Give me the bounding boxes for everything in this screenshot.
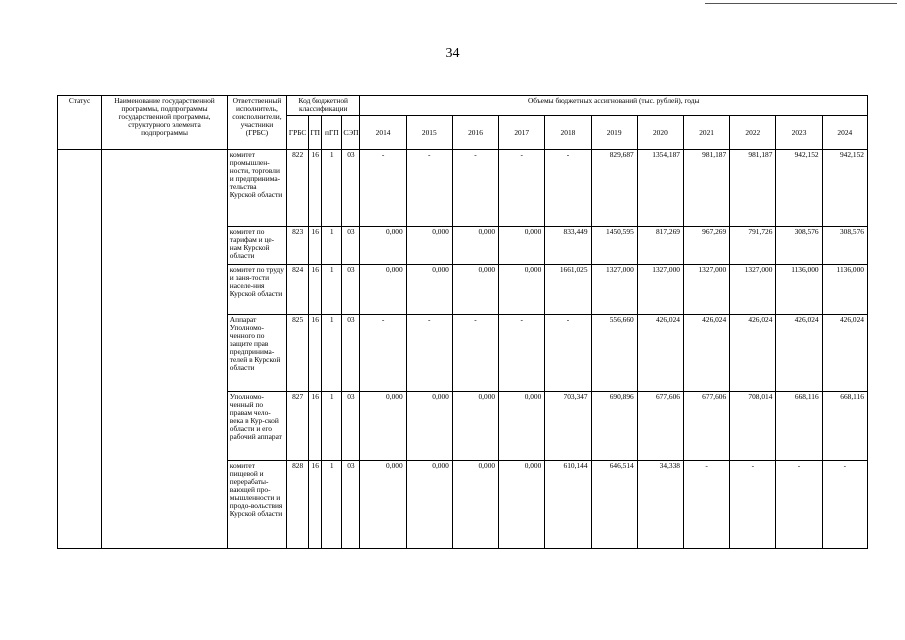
- year-header: 2015: [406, 116, 452, 150]
- value-cell: 426,024: [730, 315, 776, 392]
- grbs-cell: 825: [287, 315, 309, 392]
- value-cell: -: [730, 461, 776, 549]
- page-number: 34: [445, 46, 460, 61]
- value-cell: 668,116: [822, 392, 867, 461]
- value-cell: 981,187: [730, 150, 776, 227]
- code-header: ГП: [309, 116, 322, 150]
- value-cell: 0,000: [452, 265, 498, 315]
- year-header: 2022: [730, 116, 776, 150]
- pgp-cell: 1: [322, 265, 342, 315]
- value-cell: 0,000: [360, 392, 406, 461]
- sep-cell: 03: [342, 227, 360, 265]
- year-header: 2020: [637, 116, 683, 150]
- value-cell: 942,152: [776, 150, 822, 227]
- classification-header: Код бюджетной классификации: [287, 96, 360, 116]
- value-cell: 1136,000: [776, 265, 822, 315]
- value-cell: 426,024: [683, 315, 729, 392]
- value-cell: 981,187: [683, 150, 729, 227]
- gp-cell: 16: [309, 315, 322, 392]
- value-cell: -: [406, 315, 452, 392]
- value-cell: 833,449: [545, 227, 591, 265]
- executor-cell: Аппарат Уполномо-ченного по защите прав предпринима-телей в Курской области: [227, 315, 286, 392]
- gp-cell: 16: [309, 150, 322, 227]
- status-cell: [58, 150, 102, 549]
- value-cell: 0,000: [406, 227, 452, 265]
- value-cell: 817,269: [637, 227, 683, 265]
- executor-cell: Уполномо-ченный по правам чело-века в Кур-ской области и его рабочий аппарат: [227, 392, 286, 461]
- value-cell: 1327,000: [637, 265, 683, 315]
- name-cell: [102, 150, 228, 549]
- value-cell: 0,000: [452, 392, 498, 461]
- value-cell: 942,152: [822, 150, 867, 227]
- value-cell: 610,144: [545, 461, 591, 549]
- year-header: 2014: [360, 116, 406, 150]
- volumes-header: Объемы бюджетных ассигнований (тыс. рублей), годы: [360, 96, 868, 116]
- sep-cell: 03: [342, 315, 360, 392]
- value-cell: 0,000: [406, 461, 452, 549]
- year-header: 2021: [683, 116, 729, 150]
- pgp-cell: 1: [322, 150, 342, 227]
- year-header: 2023: [776, 116, 822, 150]
- value-cell: 308,576: [776, 227, 822, 265]
- value-cell: 1661,025: [545, 265, 591, 315]
- value-cell: 0,000: [499, 461, 545, 549]
- gp-cell: 16: [309, 227, 322, 265]
- status-header: Статус: [58, 96, 102, 150]
- value-cell: -: [545, 150, 591, 227]
- value-cell: 677,606: [637, 392, 683, 461]
- value-cell: 1327,000: [683, 265, 729, 315]
- executor-cell: комитет пищевой и перерабаты-вающей про-мышленности и продо-вольствия Курской области: [227, 461, 286, 549]
- value-cell: 0,000: [360, 461, 406, 549]
- year-header: 2016: [452, 116, 498, 150]
- value-cell: 1136,000: [822, 265, 867, 315]
- value-cell: 0,000: [406, 392, 452, 461]
- grbs-cell: 822: [287, 150, 309, 227]
- sep-cell: 03: [342, 150, 360, 227]
- value-cell: 1327,000: [591, 265, 637, 315]
- value-cell: 426,024: [776, 315, 822, 392]
- grbs-cell: 823: [287, 227, 309, 265]
- code-header: ГРБС: [287, 116, 309, 150]
- grbs-cell: 827: [287, 392, 309, 461]
- gp-cell: 16: [309, 392, 322, 461]
- sep-cell: 03: [342, 392, 360, 461]
- pgp-cell: 1: [322, 315, 342, 392]
- value-cell: -: [406, 150, 452, 227]
- value-cell: 1450,595: [591, 227, 637, 265]
- budget-table: [57, 95, 868, 549]
- gp-cell: 16: [309, 265, 322, 315]
- executor-cell: комитет по тарифам и це-нам Курской области: [227, 227, 286, 265]
- value-cell: 34,338: [637, 461, 683, 549]
- pgp-cell: 1: [322, 227, 342, 265]
- value-cell: 708,014: [730, 392, 776, 461]
- value-cell: 0,000: [452, 227, 498, 265]
- value-cell: -: [360, 315, 406, 392]
- value-cell: 690,896: [591, 392, 637, 461]
- executor-header: Ответственный исполнитель, соисполнители, участники (ГРБС): [227, 96, 286, 150]
- value-cell: 0,000: [360, 265, 406, 315]
- executor-cell: комитет по труду и заня-тости населе-ния Курской области: [227, 265, 286, 315]
- sep-cell: 03: [342, 461, 360, 549]
- value-cell: -: [545, 315, 591, 392]
- value-cell: 1354,187: [637, 150, 683, 227]
- value-cell: 1327,000: [730, 265, 776, 315]
- pgp-cell: 1: [322, 392, 342, 461]
- value-cell: -: [776, 461, 822, 549]
- year-header: 2018: [545, 116, 591, 150]
- value-cell: 0,000: [499, 265, 545, 315]
- value-cell: 668,116: [776, 392, 822, 461]
- value-cell: -: [499, 150, 545, 227]
- code-header: СЭП: [342, 116, 360, 150]
- value-cell: -: [683, 461, 729, 549]
- value-cell: 426,024: [637, 315, 683, 392]
- year-header: 2019: [591, 116, 637, 150]
- value-cell: 703,347: [545, 392, 591, 461]
- grbs-cell: 828: [287, 461, 309, 549]
- sep-cell: 03: [342, 265, 360, 315]
- table-row: [58, 150, 868, 227]
- value-cell: -: [822, 461, 867, 549]
- value-cell: 677,606: [683, 392, 729, 461]
- grbs-cell: 824: [287, 265, 309, 315]
- value-cell: 0,000: [499, 227, 545, 265]
- value-cell: -: [452, 150, 498, 227]
- value-cell: 0,000: [452, 461, 498, 549]
- value-cell: 0,000: [406, 265, 452, 315]
- value-cell: 829,687: [591, 150, 637, 227]
- value-cell: 308,576: [822, 227, 867, 265]
- top-rule: [705, 3, 897, 4]
- name-header: Наименование государственной программы, подпрограммы государственной программы, структурного элемента подпрограммы: [102, 96, 228, 150]
- value-cell: 967,269: [683, 227, 729, 265]
- value-cell: -: [360, 150, 406, 227]
- year-header: 2017: [499, 116, 545, 150]
- value-cell: 0,000: [499, 392, 545, 461]
- value-cell: 556,660: [591, 315, 637, 392]
- value-cell: -: [452, 315, 498, 392]
- code-header: пГП: [322, 116, 342, 150]
- value-cell: 426,024: [822, 315, 867, 392]
- executor-cell: комитет промышлен-ности, торговли и предпринима-тельства Курской области: [227, 150, 286, 227]
- value-cell: 646,514: [591, 461, 637, 549]
- value-cell: 0,000: [360, 227, 406, 265]
- year-header: 2024: [822, 116, 867, 150]
- value-cell: 791,726: [730, 227, 776, 265]
- pgp-cell: 1: [322, 461, 342, 549]
- gp-cell: 16: [309, 461, 322, 549]
- value-cell: -: [499, 315, 545, 392]
